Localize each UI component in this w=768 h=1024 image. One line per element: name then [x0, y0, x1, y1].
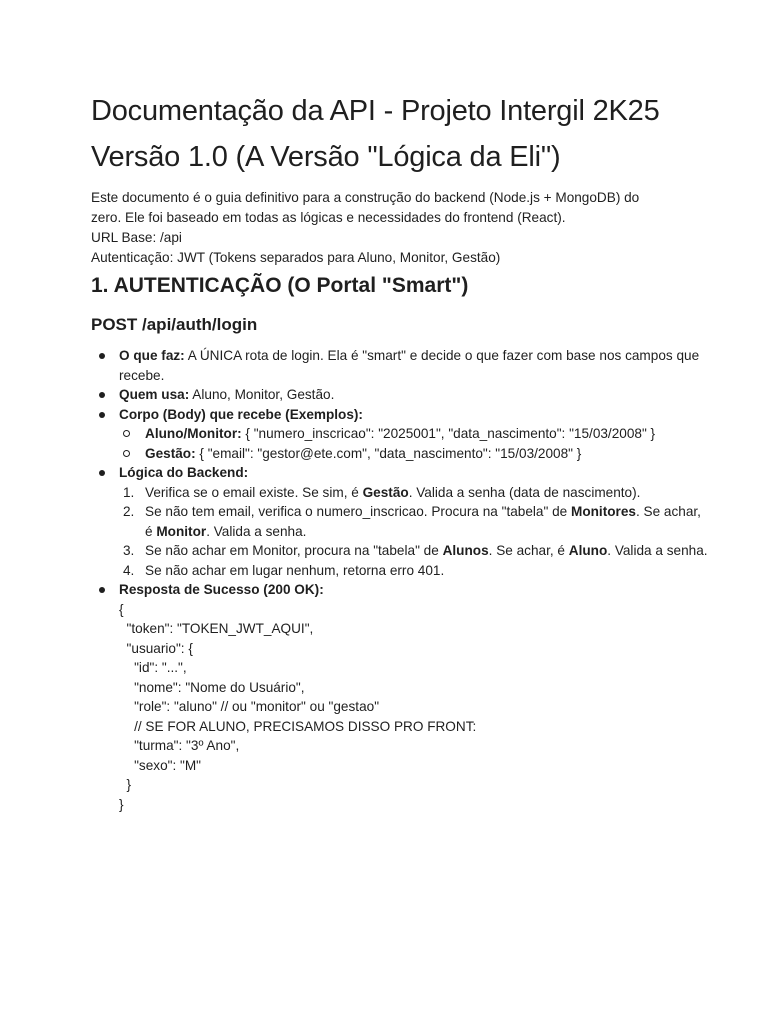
who-text: Aluno, Monitor, Gestão. — [189, 387, 335, 402]
code-line: "role": "aluno" // ou "monitor" ou "gestao" — [119, 699, 380, 714]
step-number: 3. — [123, 543, 135, 558]
step-bold: Monitores — [571, 504, 636, 519]
step-text: . Se achar, é — [145, 504, 701, 539]
body-example-text: { "numero_inscricao": "2025001", "data_nascimento": "15/03/2008" } — [241, 426, 656, 441]
step-number: 2. — [123, 504, 135, 519]
step-number: 1. — [123, 484, 135, 500]
body-example-aluno — [119, 424, 708, 444]
intro-block — [91, 188, 708, 268]
login-details-list — [91, 346, 708, 814]
intro-paragraph: Este documento é o guia definitivo para a construção do backend (Node.js + MongoDB) do zero. Ele foi baseado em todas as lógicas e necessidades do frontend (React). — [91, 190, 640, 225]
logic-step — [119, 541, 708, 561]
step-bold: Gestão — [362, 484, 409, 500]
document-title: Documentação da API - Projeto Intergil 2K25 — [91, 95, 660, 127]
code-line: // SE FOR ALUNO, PRECISAMOS DISSO PRO FRONT: — [119, 718, 477, 734]
step-bold: Aluno — [568, 543, 608, 558]
logic-step — [119, 502, 708, 541]
body-example-gestao — [119, 444, 708, 464]
step-text: . Se achar, é — [488, 543, 569, 558]
body-examples-list — [119, 424, 708, 463]
success-response-code — [119, 600, 708, 815]
what-label: O que faz: — [119, 348, 185, 363]
code-line: "nome": "Nome do Usuário", — [119, 679, 305, 695]
step-text: . Valida a senha. — [206, 523, 307, 539]
section-heading-auth: 1. AUTENTICAÇÃO (O Portal "Smart") — [91, 274, 469, 297]
url-base-line: URL Base: /api — [91, 230, 182, 245]
list-item-who — [91, 385, 708, 405]
step-bold: Alunos — [442, 543, 489, 558]
code-line: "id": "...", — [119, 660, 187, 675]
step-text: Se não achar em lugar nenhum, retorna erro 401. — [145, 562, 445, 578]
logic-step — [119, 483, 708, 503]
body-example-label: Aluno/Monitor: — [145, 426, 242, 441]
logic-steps-list — [119, 483, 708, 581]
body-label: Corpo (Body) que recebe (Exemplos): — [119, 406, 363, 422]
step-text: . Valida a senha. — [607, 543, 708, 558]
code-line: { — [119, 601, 124, 617]
step-number: 4. — [123, 562, 135, 578]
code-line: "turma": "3º Ano", — [119, 738, 240, 753]
list-item-body — [91, 405, 708, 464]
document-version-title: Versão 1.0 (A Versão "Lógica da Eli") — [91, 141, 561, 173]
what-text: A ÚNICA rota de login. Ela é "smart" e decide o que fazer com base nos campos que recebe. — [119, 348, 700, 383]
list-item-what — [91, 346, 708, 385]
step-text: . Valida a senha (data de nascimento). — [408, 484, 641, 500]
step-bold: Monitor — [156, 523, 207, 539]
endpoint-heading-login: POST /api/auth/login — [91, 315, 258, 334]
code-line: "usuario": { — [119, 640, 193, 656]
body-example-text: { "email": "gestor@ete.com", "data_nascimento": "15/03/2008" } — [195, 445, 582, 461]
step-text: Se não achar em Monitor, procura na "tabela" de — [145, 543, 443, 558]
code-line: } — [119, 777, 132, 792]
success-label: Resposta de Sucesso (200 OK): — [119, 582, 324, 597]
who-label: Quem usa: — [119, 387, 190, 402]
body-example-label: Gestão: — [145, 445, 196, 461]
auth-line: Autenticação: JWT (Tokens separados para Aluno, Monitor, Gestão) — [91, 250, 501, 265]
logic-step — [119, 561, 708, 581]
step-text: Verifica se o email existe. Se sim, é — [145, 484, 363, 500]
code-line: } — [119, 796, 124, 812]
list-item-success — [91, 580, 708, 814]
logic-label: Lógica do Backend: — [119, 465, 249, 480]
code-line: "sexo": "M" — [119, 757, 202, 773]
list-item-logic — [91, 463, 708, 580]
code-line: "token": "TOKEN_JWT_AQUI", — [119, 621, 314, 636]
step-text: Se não tem email, verifica o numero_inscricao. Procura na "tabela" de — [145, 504, 571, 519]
